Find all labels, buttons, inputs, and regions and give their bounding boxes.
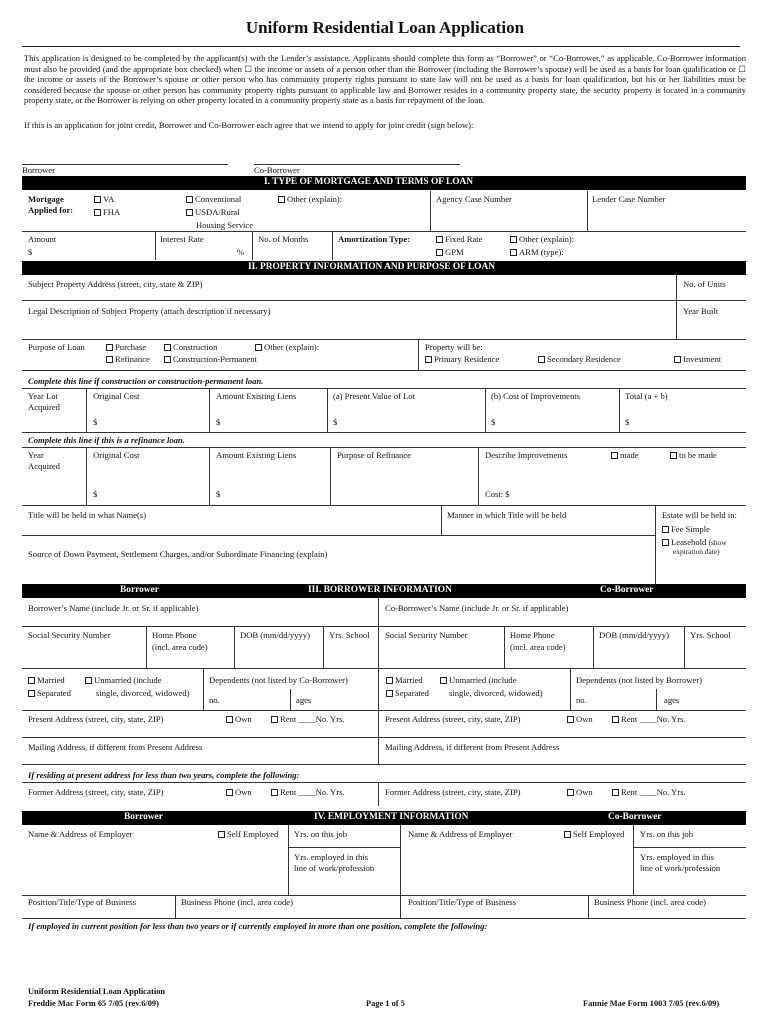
to-be-made-label: to be made (679, 450, 717, 460)
checkbox-icon (94, 209, 101, 216)
section-3-heading: III. BORROWER INFORMATION (308, 585, 452, 595)
section-1-header (22, 176, 746, 190)
cb-yrs-school-label: Yrs. School (690, 630, 731, 640)
divider (441, 505, 442, 535)
divider (323, 626, 324, 668)
b-ssn-label: Social Security Number (28, 630, 111, 640)
checkbox-arm[interactable] (510, 248, 564, 258)
page-title: Uniform Residential Loan Application (245, 18, 525, 37)
b-present-address-label: Present Address (street, city, state, ZIP) (28, 714, 164, 724)
two-years-note: If residing at present address for less than two years, complete the following: (28, 770, 300, 780)
checkbox-icon (612, 789, 619, 796)
divider (619, 388, 620, 432)
cb-former-checkbox-own[interactable] (567, 788, 593, 798)
checkbox-icon (510, 236, 517, 243)
purpose-refinance-label: Purpose of Refinance (337, 450, 411, 460)
b-checkbox-unmarried[interactable] (85, 676, 162, 686)
manner-label: Manner in which Title will be held (447, 510, 567, 520)
checkbox-secondary[interactable] (538, 355, 621, 365)
b-home-phone-label: Home Phone (152, 630, 197, 640)
section-4-header (22, 811, 746, 825)
cost-improvements-label: (b) Cost of Improvements (491, 391, 581, 401)
b-checkbox-married[interactable] (28, 676, 65, 686)
leasehold-label: Leasehold (671, 537, 707, 547)
b-checkbox-own[interactable] (226, 715, 252, 725)
checkbox-other-amortization[interactable] (510, 235, 574, 245)
checkbox-icon (94, 196, 101, 203)
checkbox-construction-permanent[interactable] (164, 355, 257, 365)
checkbox-icon (186, 196, 193, 203)
checkbox-investment[interactable] (674, 355, 721, 365)
construction-label: Construction (173, 342, 218, 352)
cb-dependents-label: Dependents (not listed by Borrower) (576, 675, 703, 685)
divider (656, 689, 657, 710)
checkbox-icon (564, 831, 571, 838)
rent-label: Rent (280, 714, 297, 724)
cb-present-address-label: Present Address (street, city, state, ZIP) (385, 714, 521, 724)
divider (22, 300, 746, 301)
center-divider (378, 782, 379, 806)
b-ages-label: ages (296, 695, 312, 705)
section-2-header (22, 261, 746, 275)
section-3-co-borrower: Co-Borrower (600, 585, 654, 595)
title-names-label: Title will be held in what Name(s) (28, 510, 147, 520)
b-checkbox-self-employed[interactable] (218, 830, 278, 840)
cb-no-label: no. (576, 695, 587, 705)
checkbox-icon (271, 789, 278, 796)
secondary-label: Secondary Residence (547, 354, 621, 364)
divider (22, 432, 746, 433)
divider (86, 447, 87, 505)
divider (146, 626, 147, 668)
cb-dob-label: DOB (mm/dd/yyyy) (599, 630, 669, 640)
checkbox-icon (612, 716, 619, 723)
cb-yrs-line-label: Yrs. employed in this (640, 852, 714, 862)
leasehold-note-2: expiration date) (673, 547, 720, 556)
b-yrs-school-label: Yrs. School (329, 630, 370, 640)
checkbox-conventional[interactable] (186, 195, 241, 205)
cb-ssn-label: Social Security Number (385, 630, 468, 640)
made-label: made (620, 450, 639, 460)
months-label: No. of Months (258, 234, 309, 244)
present-value-dollar: $ (333, 417, 338, 427)
divider (252, 231, 253, 260)
amount-dollar: $ (28, 247, 33, 257)
divider (485, 388, 486, 432)
cb-checkbox-married[interactable] (386, 676, 423, 686)
title-rule (22, 46, 740, 47)
divider (22, 339, 746, 340)
year-label: Year (28, 450, 44, 460)
describe-improvements-label: Describe Improvements (485, 450, 568, 460)
divider (22, 764, 746, 765)
center-divider (378, 598, 379, 764)
divider (175, 895, 176, 918)
checkbox-va[interactable] (94, 195, 114, 205)
cb-checkbox-self-employed[interactable] (564, 830, 624, 840)
existing-liens-label-2: Amount Existing Liens (216, 450, 297, 460)
checkbox-construction[interactable] (164, 343, 217, 353)
b-former-checkbox-own[interactable] (226, 788, 252, 798)
purpose-label: Purpose of Loan (28, 342, 85, 352)
divider (209, 388, 210, 432)
divider (22, 505, 746, 506)
section-4-co-borrower: Co-Borrower (608, 812, 662, 822)
year-built-label: Year Built (683, 306, 719, 316)
b-position-label: Position/Title/Type of Business (28, 897, 136, 907)
subject-address-label: Subject Property Address (street, city, state & ZIP) (28, 279, 203, 289)
own-label: Own (576, 714, 593, 724)
b-area-code-label: (incl. area code) (152, 642, 208, 652)
total-dollar: $ (625, 417, 630, 427)
checkbox-icon (255, 344, 262, 351)
arm-label: ARM (type): (519, 247, 564, 257)
agency-case-label: Agency Case Number (436, 194, 512, 204)
checkbox-icon (662, 526, 669, 533)
footer-fannie: Fannie Mae Form 1003 7/05 (rev.6/09) (583, 999, 720, 1008)
divider (22, 782, 746, 783)
cb-position-label: Position/Title/Type of Business (408, 897, 516, 907)
total-label: Total (a + b) (625, 391, 668, 401)
checkbox-fixed-rate[interactable] (436, 235, 482, 245)
checkbox-other-mortgage[interactable] (278, 195, 342, 205)
married-label: Married (395, 675, 423, 685)
original-cost-dollar-2: $ (93, 489, 98, 499)
divider (22, 710, 746, 711)
refinance-label: Refinance (115, 354, 150, 364)
existing-liens-dollar-2: $ (216, 489, 221, 499)
own-label: Own (576, 787, 593, 797)
own-label: Own (235, 714, 252, 724)
divider (288, 825, 289, 895)
no-yrs-label: ____No. Yrs. (298, 787, 345, 797)
divider (203, 668, 204, 710)
checkbox-icon (386, 690, 393, 697)
b-checkbox-separated[interactable] (28, 689, 71, 699)
b-business-phone-label: Business Phone (incl. area code) (181, 897, 293, 907)
primary-label: Primary Residence (434, 354, 500, 364)
cb-area-code-label: (incl. area code) (510, 642, 566, 652)
checkbox-icon (164, 356, 171, 363)
acquired-label-2: Acquired (28, 461, 60, 471)
checkbox-made[interactable] (611, 451, 639, 461)
divider (22, 626, 746, 627)
divider (22, 668, 746, 669)
rent-label: Rent (621, 787, 638, 797)
b-no-label: no. (209, 695, 220, 705)
no-yrs-label: ____No. Yrs. (639, 714, 686, 724)
existing-liens-label: Amount Existing Liens (216, 391, 297, 401)
b-unmarried-label-2: single, divorced, widowed) (96, 688, 190, 698)
b-employer-label: Name & Address of Employer (28, 829, 133, 839)
checkbox-gpm[interactable] (436, 248, 464, 258)
checkbox-other-purpose[interactable] (255, 343, 319, 353)
co-borrower-name-label: Co-Borrower’s Name (include Jr. or Sr. if applicable) (385, 603, 569, 613)
checkbox-icon (538, 356, 545, 363)
divider (22, 918, 746, 919)
checkbox-icon (28, 690, 35, 697)
divider (327, 388, 328, 432)
divider (22, 737, 746, 738)
fha-label: FHA (103, 207, 121, 217)
b-yrs-job-label: Yrs. on this job (294, 829, 347, 839)
checkbox-icon (386, 677, 393, 684)
checkbox-icon (28, 677, 35, 684)
original-cost-label-2: Original Cost (93, 450, 140, 460)
divider (288, 847, 400, 848)
borrower-signature-label: Borrower (22, 165, 55, 175)
checkbox-icon (106, 356, 113, 363)
separated-label: Separated (395, 688, 429, 698)
divider (430, 191, 431, 231)
checkbox-icon (567, 789, 574, 796)
divider (504, 626, 505, 668)
checkbox-icon (436, 236, 443, 243)
intro-paragraph: This application is designed to be completed by the applicant(s) with the Lender’s assistance. Applicants should complete this form as “Borrower” or “Co-Borrower,” as applicable. Co-Borrower information must also be provided (and the appropriate box checked) when ☐ the income or assets of a person other than the Borrower (including the Borrower’s spouse) will be used as a basis for loan qualification or ☐ the income or assets of the Borrower’s spouse or other person who has community property rights pursuant to state law will not be used as a basis for loan qualification, but his or her liabilities must be considered because the spouse or other person has community property rights pursuant to applicable law and Borrower resides in a community property state, the security property is located in a community property state, or the Borrower is relying on other property located in a community property state as a basis for repayment of the loan. (24, 53, 746, 106)
b-yrs-line-label-2: line of work/profession (294, 863, 375, 873)
cb-unmarried-label-2: single, divorced, widowed) (449, 688, 543, 698)
cost-label: Cost: $ (485, 489, 510, 499)
checkbox-icon (226, 716, 233, 723)
self-employed-label: Self Employed (227, 829, 279, 839)
divider (22, 447, 746, 448)
married-label: Married (37, 675, 65, 685)
co-borrower-signature-label: Co-Borrower (254, 165, 300, 175)
other-explain-label: Other (explain): (264, 342, 320, 352)
cb-checkbox-separated[interactable] (386, 689, 429, 699)
investment-label: Investment (683, 354, 722, 364)
divider (655, 505, 656, 584)
mortgage-applied-label-2: Applied for: (28, 205, 74, 215)
source-label: Source of Down Payment, Settlement Charges, and/or Subordinate Financing (explain) (28, 549, 328, 559)
b-yrs-line-label: Yrs. employed in this (294, 852, 368, 862)
original-cost-dollar: $ (93, 417, 98, 427)
year-lot-label: Year Lot (28, 391, 58, 401)
cb-former-address-label: Former Address (street, city, state, ZIP) (385, 787, 521, 797)
cb-yrs-job-label: Yrs. on this job (640, 829, 693, 839)
divider (332, 231, 333, 260)
divider (22, 388, 746, 389)
interest-rate-label: Interest Rate (160, 234, 204, 244)
mortgage-applied-label: Mortgage (28, 194, 64, 204)
cb-checkbox-unmarried[interactable] (440, 676, 517, 686)
divider (22, 535, 655, 536)
checkbox-icon (611, 452, 618, 459)
checkbox-icon (278, 196, 285, 203)
va-label: VA (103, 194, 115, 204)
units-label: No. of Units (683, 279, 726, 289)
section-1-heading: I. TYPE OF MORTGAGE AND TERMS OF LOAN (264, 177, 474, 187)
legal-description-label: Legal Description of Subject Property (attach description if necessary) (28, 306, 271, 316)
purchase-label: Purchase (115, 342, 147, 352)
checkbox-icon (186, 209, 193, 216)
divider (155, 231, 156, 260)
checkbox-usda[interactable] (186, 208, 240, 218)
own-label: Own (235, 787, 252, 797)
divider (633, 847, 746, 848)
checkbox-icon (662, 539, 669, 546)
b-former-address-label: Former Address (street, city, state, ZIP) (28, 787, 164, 797)
divider (588, 895, 589, 918)
divider (330, 447, 331, 505)
acquired-label: Acquired (28, 402, 60, 412)
checkbox-icon (440, 677, 447, 684)
checkbox-icon (567, 716, 574, 723)
checkbox-icon (425, 356, 432, 363)
footer-page-number: Page 1 of 5 (366, 999, 405, 1008)
checkbox-icon (271, 716, 278, 723)
cb-employer-label: Name & Address of Employer (408, 829, 513, 839)
center-divider (400, 825, 401, 918)
no-yrs-label: ____No. Yrs. (639, 787, 686, 797)
cb-checkbox-own[interactable] (567, 715, 593, 725)
existing-liens-dollar: $ (216, 417, 221, 427)
present-value-label: (a) Present Value of Lot (333, 391, 415, 401)
cost-improvements-dollar: $ (491, 417, 496, 427)
b-checkbox-rent[interactable] (271, 715, 345, 725)
footer-freddie: Freddie Mac Form 65 7/05 (rev.6/09) (28, 999, 159, 1008)
section-4-heading: IV. EMPLOYMENT INFORMATION (314, 812, 469, 822)
divider (418, 339, 419, 370)
section-2-heading: II. PROPERTY INFORMATION AND PURPOSE OF LOAN (248, 262, 495, 272)
divider (478, 447, 479, 505)
checkbox-primary[interactable] (425, 355, 499, 365)
divider (22, 895, 746, 896)
divider (570, 668, 571, 710)
fixed-rate-label: Fixed Rate (445, 234, 483, 244)
divider (234, 626, 235, 668)
construction-note: Complete this line if construction or construction-permanent loan. (28, 376, 264, 386)
conventional-label: Conventional (195, 194, 242, 204)
divider (633, 825, 634, 895)
cb-business-phone-label: Business Phone (incl. area code) (594, 897, 706, 907)
b-dependents-label: Dependents (not listed by Co-Borrower) (209, 675, 348, 685)
no-yrs-label: ____No. Yrs. (298, 714, 345, 724)
usda-label: USDA/Rural (195, 207, 240, 217)
borrower-name-label: Borrower’s Name (include Jr. or Sr. if applicable) (28, 603, 199, 613)
lender-case-label: Lender Case Number (592, 194, 666, 204)
section-3-header (22, 584, 746, 598)
checkbox-to-be-made[interactable] (670, 451, 717, 461)
rent-label: Rent (621, 714, 638, 724)
cb-ages-label: ages (664, 695, 680, 705)
unmarried-label: Unmarried (include (449, 675, 517, 685)
amount-label: Amount (28, 234, 57, 244)
construction-permanent-label: Construction-Permanent (173, 354, 258, 364)
checkbox-refinance[interactable] (106, 355, 150, 365)
checkbox-icon (164, 344, 171, 351)
divider (22, 231, 746, 232)
leasehold-note: (show (708, 538, 727, 547)
section-3-borrower: Borrower (120, 585, 159, 595)
checkbox-icon (670, 452, 677, 459)
employed-note: If employed in current position for less than two years or if currently employed in more than one position, complete the following: (28, 921, 488, 931)
usda-label-2: Housing Service (196, 220, 254, 230)
divider (209, 447, 210, 505)
checkbox-fee-simple[interactable] (662, 525, 710, 535)
cb-yrs-line-label-2: line of work/profession (640, 863, 721, 873)
unmarried-label: Unmarried (include (94, 675, 162, 685)
b-former-checkbox-rent[interactable] (271, 788, 345, 798)
section-4-borrower: Borrower (124, 812, 163, 822)
divider (593, 626, 594, 668)
checkbox-fha[interactable] (94, 208, 120, 218)
divider (290, 689, 291, 710)
estate-label: Estate will be held in: (662, 510, 737, 520)
cb-home-phone-label: Home Phone (510, 630, 555, 640)
other-explain-label: Other (explain): (519, 234, 575, 244)
refinance-note: Complete this line if this is a refinance loan. (28, 435, 185, 445)
footer-form-name: Uniform Residential Loan Application (28, 987, 166, 996)
fee-simple-label: Fee Simple (671, 524, 710, 534)
separated-label: Separated (37, 688, 71, 698)
divider (22, 370, 746, 371)
cb-mailing-label: Mailing Address, if different from Present Address (385, 742, 560, 752)
property-will-be-label: Property will be: (425, 342, 483, 352)
b-dob-label: DOB (mm/dd/yyyy) (240, 630, 310, 640)
other-explain-label: Other (explain): (287, 194, 343, 204)
rent-label: Rent (280, 787, 297, 797)
cb-checkbox-rent[interactable] (612, 715, 686, 725)
self-employed-label: Self Employed (573, 829, 625, 839)
checkbox-icon (510, 249, 517, 256)
b-mailing-label: Mailing Address, if different from Present Address (28, 742, 203, 752)
checkbox-icon (218, 831, 225, 838)
divider (684, 626, 685, 668)
checkbox-icon (226, 789, 233, 796)
gpm-label: GPM (445, 247, 464, 257)
checkbox-icon (106, 344, 113, 351)
percent-sign: % (237, 247, 245, 257)
divider (86, 388, 87, 432)
divider (587, 191, 588, 231)
amortization-label: Amortization Type: (338, 234, 411, 244)
original-cost-label: Original Cost (93, 391, 140, 401)
checkbox-icon (85, 677, 92, 684)
joint-credit-text: If this is an application for joint credit, Borrower and Co-Borrower each agree that we intend to apply for joint credit (sign below): (24, 120, 474, 130)
checkbox-icon (674, 356, 681, 363)
checkbox-icon (436, 249, 443, 256)
cb-former-checkbox-rent[interactable] (612, 788, 686, 798)
divider (676, 275, 677, 339)
checkbox-purchase[interactable] (106, 343, 146, 353)
